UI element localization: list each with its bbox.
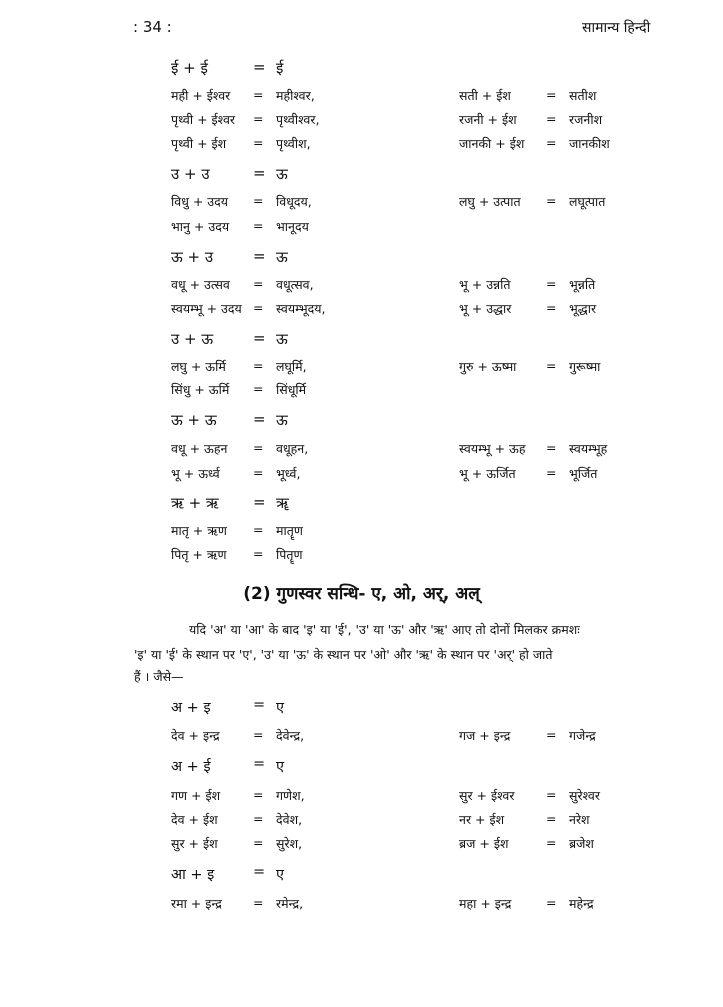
left-term: वधू + उत्सव: [171, 277, 230, 292]
right-equals-sign: =: [546, 787, 557, 802]
right-term: जानकी + ईश: [459, 136, 525, 151]
left-term: उ + ऊ: [171, 330, 214, 348]
left-result: पृथ्वीश्वर,: [276, 112, 320, 127]
left-result: महीश्वर,: [276, 88, 315, 103]
right-result: गुरूष्मा: [569, 359, 601, 374]
left-result: ऊ: [276, 248, 288, 266]
left-result: भूर्ध्व,: [276, 466, 301, 481]
right-equals-sign: =: [546, 440, 557, 455]
left-equals-sign: =: [253, 329, 266, 347]
left-result: ऊ: [276, 411, 288, 429]
right-equals-sign: =: [546, 465, 557, 480]
left-result: ई: [276, 59, 284, 77]
left-result: रमेन्द्र,: [276, 896, 304, 911]
left-equals-sign: =: [253, 193, 264, 208]
sandhi-example-row: [0, 111, 723, 137]
right-term: गज + इन्द्र: [459, 728, 511, 743]
right-equals-sign: =: [546, 895, 557, 910]
left-equals-sign: =: [253, 895, 264, 910]
sandhi-example-row: [0, 218, 723, 244]
right-equals-sign: =: [546, 276, 557, 291]
sandhi-rule-row: [0, 247, 723, 273]
paragraph-line-1: यदि 'अ' या 'आ' के बाद 'इ' या 'ई', 'उ' या 'ऊ' और 'ऋ' आए तो दोनों मिलकर क्रमशः: [189, 622, 580, 637]
left-equals-sign: =: [253, 87, 264, 102]
left-equals-sign: =: [253, 811, 264, 826]
left-result: गणेश,: [276, 788, 305, 803]
sandhi-example-row: [0, 835, 723, 861]
right-equals-sign: =: [546, 811, 557, 826]
right-result: सुरेश्वर: [569, 788, 600, 803]
left-equals-sign: =: [253, 247, 266, 265]
left-term: सिंधु + ऊर्मि: [171, 382, 230, 397]
left-result: लघूर्मि,: [276, 359, 307, 374]
right-result: जानकीश: [569, 136, 610, 151]
sandhi-rule-row: [0, 410, 723, 436]
left-term: देव + ईश: [171, 812, 218, 827]
sandhi-rule-row: [0, 329, 723, 355]
left-equals-sign: =: [253, 440, 264, 455]
right-result: भूद्धार: [569, 301, 597, 316]
left-equals-sign: =: [253, 358, 264, 373]
left-equals-sign: =: [253, 787, 264, 802]
right-equals-sign: =: [546, 111, 557, 126]
sandhi-rule-row: [0, 493, 723, 519]
right-equals-sign: =: [546, 358, 557, 373]
right-term: सती + ईश: [459, 88, 511, 103]
left-term: स्वयम्भू + उदय: [171, 301, 242, 316]
sandhi-rule-row: [0, 58, 723, 84]
right-result: नरेश: [569, 812, 590, 827]
sandhi-example-row: [0, 787, 723, 813]
left-term: भू + ऊर्ध्व: [171, 466, 220, 481]
right-result: स्वयम्भूह: [569, 441, 608, 456]
sandhi-example-row: [0, 465, 723, 491]
left-result: ए: [276, 867, 285, 883]
left-result: सुरेश,: [276, 836, 303, 851]
sandhi-example-row: [0, 87, 723, 113]
right-term: भू + उन्नति: [459, 277, 511, 292]
sandhi-example-row: [0, 727, 723, 753]
right-equals-sign: =: [546, 300, 557, 315]
sandhi-example-row: [0, 522, 723, 548]
left-term: ई + ई: [171, 59, 208, 77]
left-equals-sign: =: [253, 111, 264, 126]
sandhi-example-row: [0, 546, 723, 572]
left-equals-sign: =: [253, 546, 264, 561]
left-equals-sign: =: [253, 864, 266, 880]
left-term: उ + उ: [171, 165, 210, 183]
sandhi-example-row: [0, 895, 723, 921]
left-result: ऊ: [276, 165, 288, 183]
left-equals-sign: =: [253, 522, 264, 537]
book-title: सामान्य हिन्दी: [582, 20, 651, 36]
left-result: ऊ: [276, 330, 288, 348]
left-term: मातृ + ऋण: [171, 523, 227, 538]
left-equals-sign: =: [253, 835, 264, 850]
left-term: देव + इन्द्र: [171, 728, 220, 743]
page-number: : 34 :: [133, 18, 172, 36]
left-term: पितृ + ऋण: [171, 547, 227, 562]
right-result: लघूत्पात: [569, 194, 606, 209]
right-result: ब्रजेश: [569, 836, 594, 851]
right-term: गुरु + ऊष्मा: [459, 359, 517, 374]
left-result: वधूहन,: [276, 441, 309, 456]
right-term: लघु + उत्पात: [459, 194, 521, 209]
left-term: अ + इ: [171, 700, 211, 716]
sandhi-example-row: [0, 811, 723, 837]
left-equals-sign: =: [253, 300, 264, 315]
left-result: मातॄण: [276, 523, 303, 538]
left-equals-sign: =: [253, 465, 264, 480]
right-equals-sign: =: [546, 135, 557, 150]
left-term: पृथ्वी + ईश्वर: [171, 112, 236, 127]
left-result: स्वयम्भूदय,: [276, 301, 326, 316]
sandhi-example-row: [0, 135, 723, 161]
left-equals-sign: =: [253, 727, 264, 742]
left-equals-sign: =: [253, 276, 264, 291]
sandhi-rule-row: [0, 697, 723, 723]
sandhi-example-row: [0, 193, 723, 219]
left-equals-sign: =: [253, 410, 266, 428]
left-term: ऊ + उ: [171, 248, 214, 266]
right-term: भू + उद्धार: [459, 301, 512, 316]
right-term: महा + इन्द्र: [459, 896, 512, 911]
right-term: स्वयम्भू + ऊह: [459, 441, 526, 456]
left-result: ए: [276, 700, 285, 716]
left-result: भानूदय: [276, 219, 309, 234]
right-term: भू + ऊर्जित: [459, 466, 516, 481]
left-equals-sign: =: [253, 381, 264, 396]
left-term: आ + इ: [171, 867, 215, 883]
right-result: भून्नति: [569, 277, 596, 292]
left-term: ऊ + ऊ: [171, 411, 217, 429]
right-result: महेन्द्र: [569, 896, 594, 911]
left-result: सिंधूर्मि: [276, 382, 307, 397]
sandhi-example-row: [0, 300, 723, 326]
right-equals-sign: =: [546, 193, 557, 208]
paragraph-line-3: हैं । जैसे—: [134, 669, 184, 684]
left-term: गण + ईश: [171, 788, 221, 803]
left-result: पितॄण: [276, 547, 303, 562]
paragraph-line-2: 'इ' या 'ई' के स्थान पर 'ए', 'उ' या 'ऊ' के स्थान पर 'ओ' और 'ऋ' के स्थान पर 'अर्' हो जाते: [134, 647, 553, 662]
right-term: रजनी + ईश: [459, 112, 517, 127]
sandhi-rule-row: [0, 756, 723, 782]
left-equals-sign: =: [253, 58, 266, 76]
sandhi-rule-row: [0, 864, 723, 890]
left-equals-sign: =: [253, 756, 266, 772]
left-term: अ + ई: [171, 759, 211, 775]
left-term: सुर + ईश: [171, 836, 218, 851]
right-result: रजनीश: [569, 112, 603, 127]
left-equals-sign: =: [253, 218, 264, 233]
right-result: भूर्जित: [569, 466, 598, 481]
left-result: वधूत्सव,: [276, 277, 314, 292]
right-equals-sign: =: [546, 835, 557, 850]
sandhi-example-row: [0, 276, 723, 302]
sandhi-example-row: [0, 381, 723, 407]
left-result: देवेन्द्र,: [276, 728, 305, 743]
left-term: भानु + उदय: [171, 219, 230, 234]
right-term: ब्रज + ईश: [459, 836, 509, 851]
left-equals-sign: =: [253, 493, 266, 511]
left-term: वधू + ऊहन: [171, 441, 228, 456]
left-term: पृथ्वी + ईश: [171, 136, 227, 151]
left-term: रमा + इन्द्र: [171, 896, 222, 911]
left-term: लघु + ऊर्मि: [171, 359, 226, 374]
section-heading: (2) गुणस्वर सन्धि- ए, ओ, अर्, अल्: [243, 584, 480, 604]
left-result: ए: [276, 759, 285, 775]
sandhi-example-row: [0, 440, 723, 466]
left-equals-sign: =: [253, 697, 266, 713]
left-result: ॠ: [276, 494, 289, 512]
left-term: ऋ + ऋ: [171, 494, 219, 512]
right-equals-sign: =: [546, 87, 557, 102]
left-equals-sign: =: [253, 164, 266, 182]
left-term: मही + ईश्वर: [171, 88, 231, 103]
left-result: पृथ्वीश,: [276, 136, 311, 151]
right-term: सुर + ईश्वर: [459, 788, 515, 803]
right-term: नर + ईश: [459, 812, 505, 827]
sandhi-rule-row: [0, 164, 723, 190]
left-result: विधूदय,: [276, 194, 312, 209]
left-result: देवेश,: [276, 812, 303, 827]
right-result: सतीश: [569, 88, 597, 103]
right-result: गजेन्द्र: [569, 728, 596, 743]
left-term: विधु + उदय: [171, 194, 229, 209]
left-equals-sign: =: [253, 135, 264, 150]
right-equals-sign: =: [546, 727, 557, 742]
